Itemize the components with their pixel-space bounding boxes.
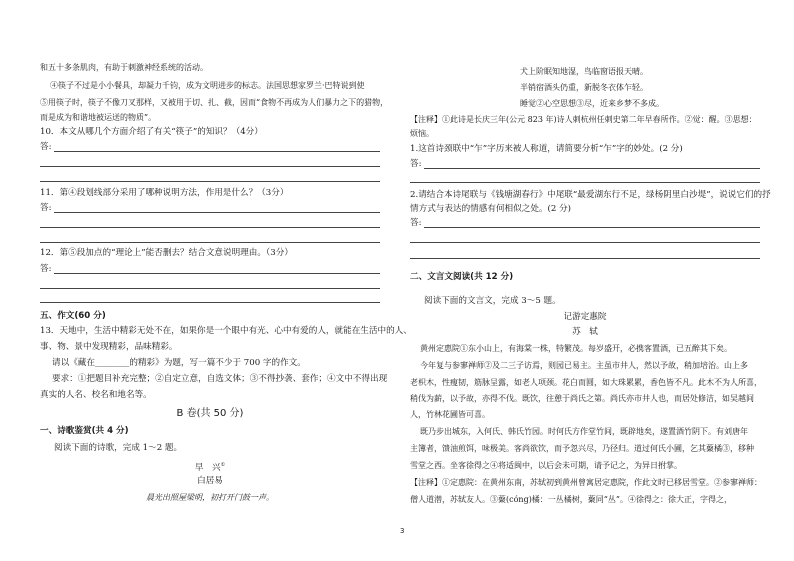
text-line: 而是成为和谐地被运送的物质”。: [40, 113, 157, 122]
essay-paragraph: 主簿者，馈油煎饵，味极美。客尚欲饮，而予忽兴尽，乃径归。道过何氏小圃，乞其藂橘③，移种: [410, 444, 754, 453]
text-line: 情方式与表达的情感有何相似之处。(2 分): [410, 204, 571, 214]
answer-line[interactable]: [40, 227, 380, 228]
answer-line[interactable]: [424, 168, 760, 169]
answer-line[interactable]: [410, 242, 760, 243]
question-2: 2.请结合本诗尾联与《钱塘湖春行》中尾联“最爱湖东行不足，绿杨阴里白沙堤”，说说它们的抒: [410, 190, 771, 200]
text-line: 真实的人名、校名和地名等。: [40, 390, 152, 400]
answer-line[interactable]: [54, 151, 380, 152]
question-10: 10．本文从哪几个方面介绍了有关“筷子”的知识？（4分）: [40, 127, 263, 137]
answer-label: 答:: [40, 142, 52, 152]
poem-title: [40, 460, 380, 474]
instruction: 阅读下面的文言文，完成 3～5 题。: [424, 296, 561, 306]
section-title: 一、诗歌鉴赏(共 4 分): [40, 426, 129, 436]
poem-verse: 晨光出照屋梁明，初打开门鼓一声。: [146, 493, 274, 502]
poem-author: 白居易: [197, 476, 223, 486]
essay-notes: 僧人道潜，苏轼友人。③藂(cóng)橘：一丛橘树，藂同“丛”。④徐得之：徐大正，字得之，: [410, 495, 732, 504]
text-line: ⑤用筷子时，筷子不像刀叉那样，又被用于切、扎、截，因而“食物不再成为人们暴力之下的猎物，: [40, 98, 389, 107]
poem-title-text: 早 兴: [194, 462, 221, 473]
question-12: 12．第⑤段加点的“理论上”能否删去？结合文意说明理由。（3分）: [40, 248, 293, 258]
answer-label: 答:: [410, 159, 422, 169]
answer-line[interactable]: [410, 258, 760, 259]
essay-paragraph: 既乃步出城东，入何氏、韩氏竹园。时何氏方作堂竹间，既辟地矣，遂置酒竹阴下。有刘唐年: [420, 427, 748, 436]
section-title: 二、文言文阅读(共 12 分): [410, 272, 514, 282]
essay-paragraph: 稍伐为薪，以予故，亦得不伐。既饮，往憩于尚氏之第。尚氏亦市井人也，而居处修洁，如吴越间: [410, 394, 754, 403]
question-11: 11．第④段划线部分采用了哪种说明方法，作用是什么？（3分）: [40, 188, 289, 198]
answer-line[interactable]: [54, 273, 380, 274]
essay-paragraph: 今年复与参寥禅师②及二三子访焉，则园已易主。主虽市井人，然以予故，稍加培治。山上多: [420, 361, 748, 370]
answer-line[interactable]: [40, 302, 380, 303]
answer-line[interactable]: [54, 212, 380, 213]
section-title: 五、作文(60 分): [40, 311, 106, 321]
essay-paragraph: 人，竹林花圃皆可喜。: [410, 410, 490, 419]
poem-note-marker: ①: [220, 462, 226, 468]
essay-paragraph: 老枳木，性瘦韧，筋脉呈露，如老人项颈。花白而圆，如大珠累累，香色皆不凡。此木不为人所喜，: [410, 378, 762, 387]
essay-paragraph: 黄州定惠院①东小山上，有海棠一株，特繁茂。每岁盛开，必携客置酒，已五醉其下矣。: [420, 344, 732, 353]
answer-line[interactable]: [40, 242, 380, 243]
page-number: 3: [400, 527, 405, 535]
text-line: 和五十多条肌肉，有助于刺激神经系统的活动。: [40, 63, 208, 72]
essay-title: 记游定惠院: [563, 312, 607, 322]
answer-line[interactable]: [40, 166, 380, 167]
poem-verse: 犬上阶眠知地湿，鸟临窗语报天晴。: [520, 67, 648, 76]
answer-line[interactable]: [424, 227, 760, 228]
essay-notes: 【注释】①定惠院：在黄州东南，苏轼初到黄州曾寓居定惠院，作此文时已移居雪堂。②参寥禅师：: [410, 478, 762, 487]
question-13: 13．天地中，生活中精彩无处不在，如果你是一个眼中有光、心中有爱的人，就能在生活中的人、: [40, 326, 412, 336]
instruction: 阅读下面的诗歌，完成 1～2 题。: [54, 443, 183, 453]
text-line: 请以《藏在________的精彩》为题，写一篇不少于 700 字的作文。: [52, 358, 306, 368]
answer-line[interactable]: [40, 181, 380, 182]
text-line: 要求：①把题目补充完整；②自定立意，自选文体；③不得抄袭、套作；④文中不得出现: [52, 374, 388, 384]
answer-label: 答:: [410, 218, 422, 228]
question-1: 1.这首诗颈联中“乍”字历来被人称道，请简要分析“乍”字的妙处。(2 分): [410, 144, 683, 154]
part-title: B 卷(共 50 分): [176, 408, 244, 419]
essay-author: 苏 轼: [572, 327, 598, 337]
answer-label: 答:: [40, 203, 52, 213]
poem-verse: 睡觉②心空思想③尽，近来乡梦不多成。: [520, 99, 664, 108]
poem-notes: 烦恼。: [410, 129, 434, 138]
poem-notes: 【注释】①此诗是长庆三年(公元 823 年)诗人刺杭州任刺史第二年早春所作。②觉：醒。③思想：: [410, 115, 757, 124]
essay-paragraph: 雪堂之西。坐客徐得之④将适闽中，以后会未可期，请予记之，为异日拊掌。: [410, 461, 682, 470]
answer-label: 答:: [40, 264, 52, 274]
text-line: 事、物、景中发现精彩，品味精彩。: [40, 342, 178, 352]
answer-line[interactable]: [40, 288, 380, 289]
text-line: ④筷子不过是小小餐具，却凝力千钧，成为文明进步的标志。法国思想家罗兰·巴特说到使: [50, 81, 365, 90]
poem-verse: 半销宿酒头仍重，新脱冬衣体乍轻。: [520, 83, 648, 92]
answer-line[interactable]: [410, 182, 760, 183]
